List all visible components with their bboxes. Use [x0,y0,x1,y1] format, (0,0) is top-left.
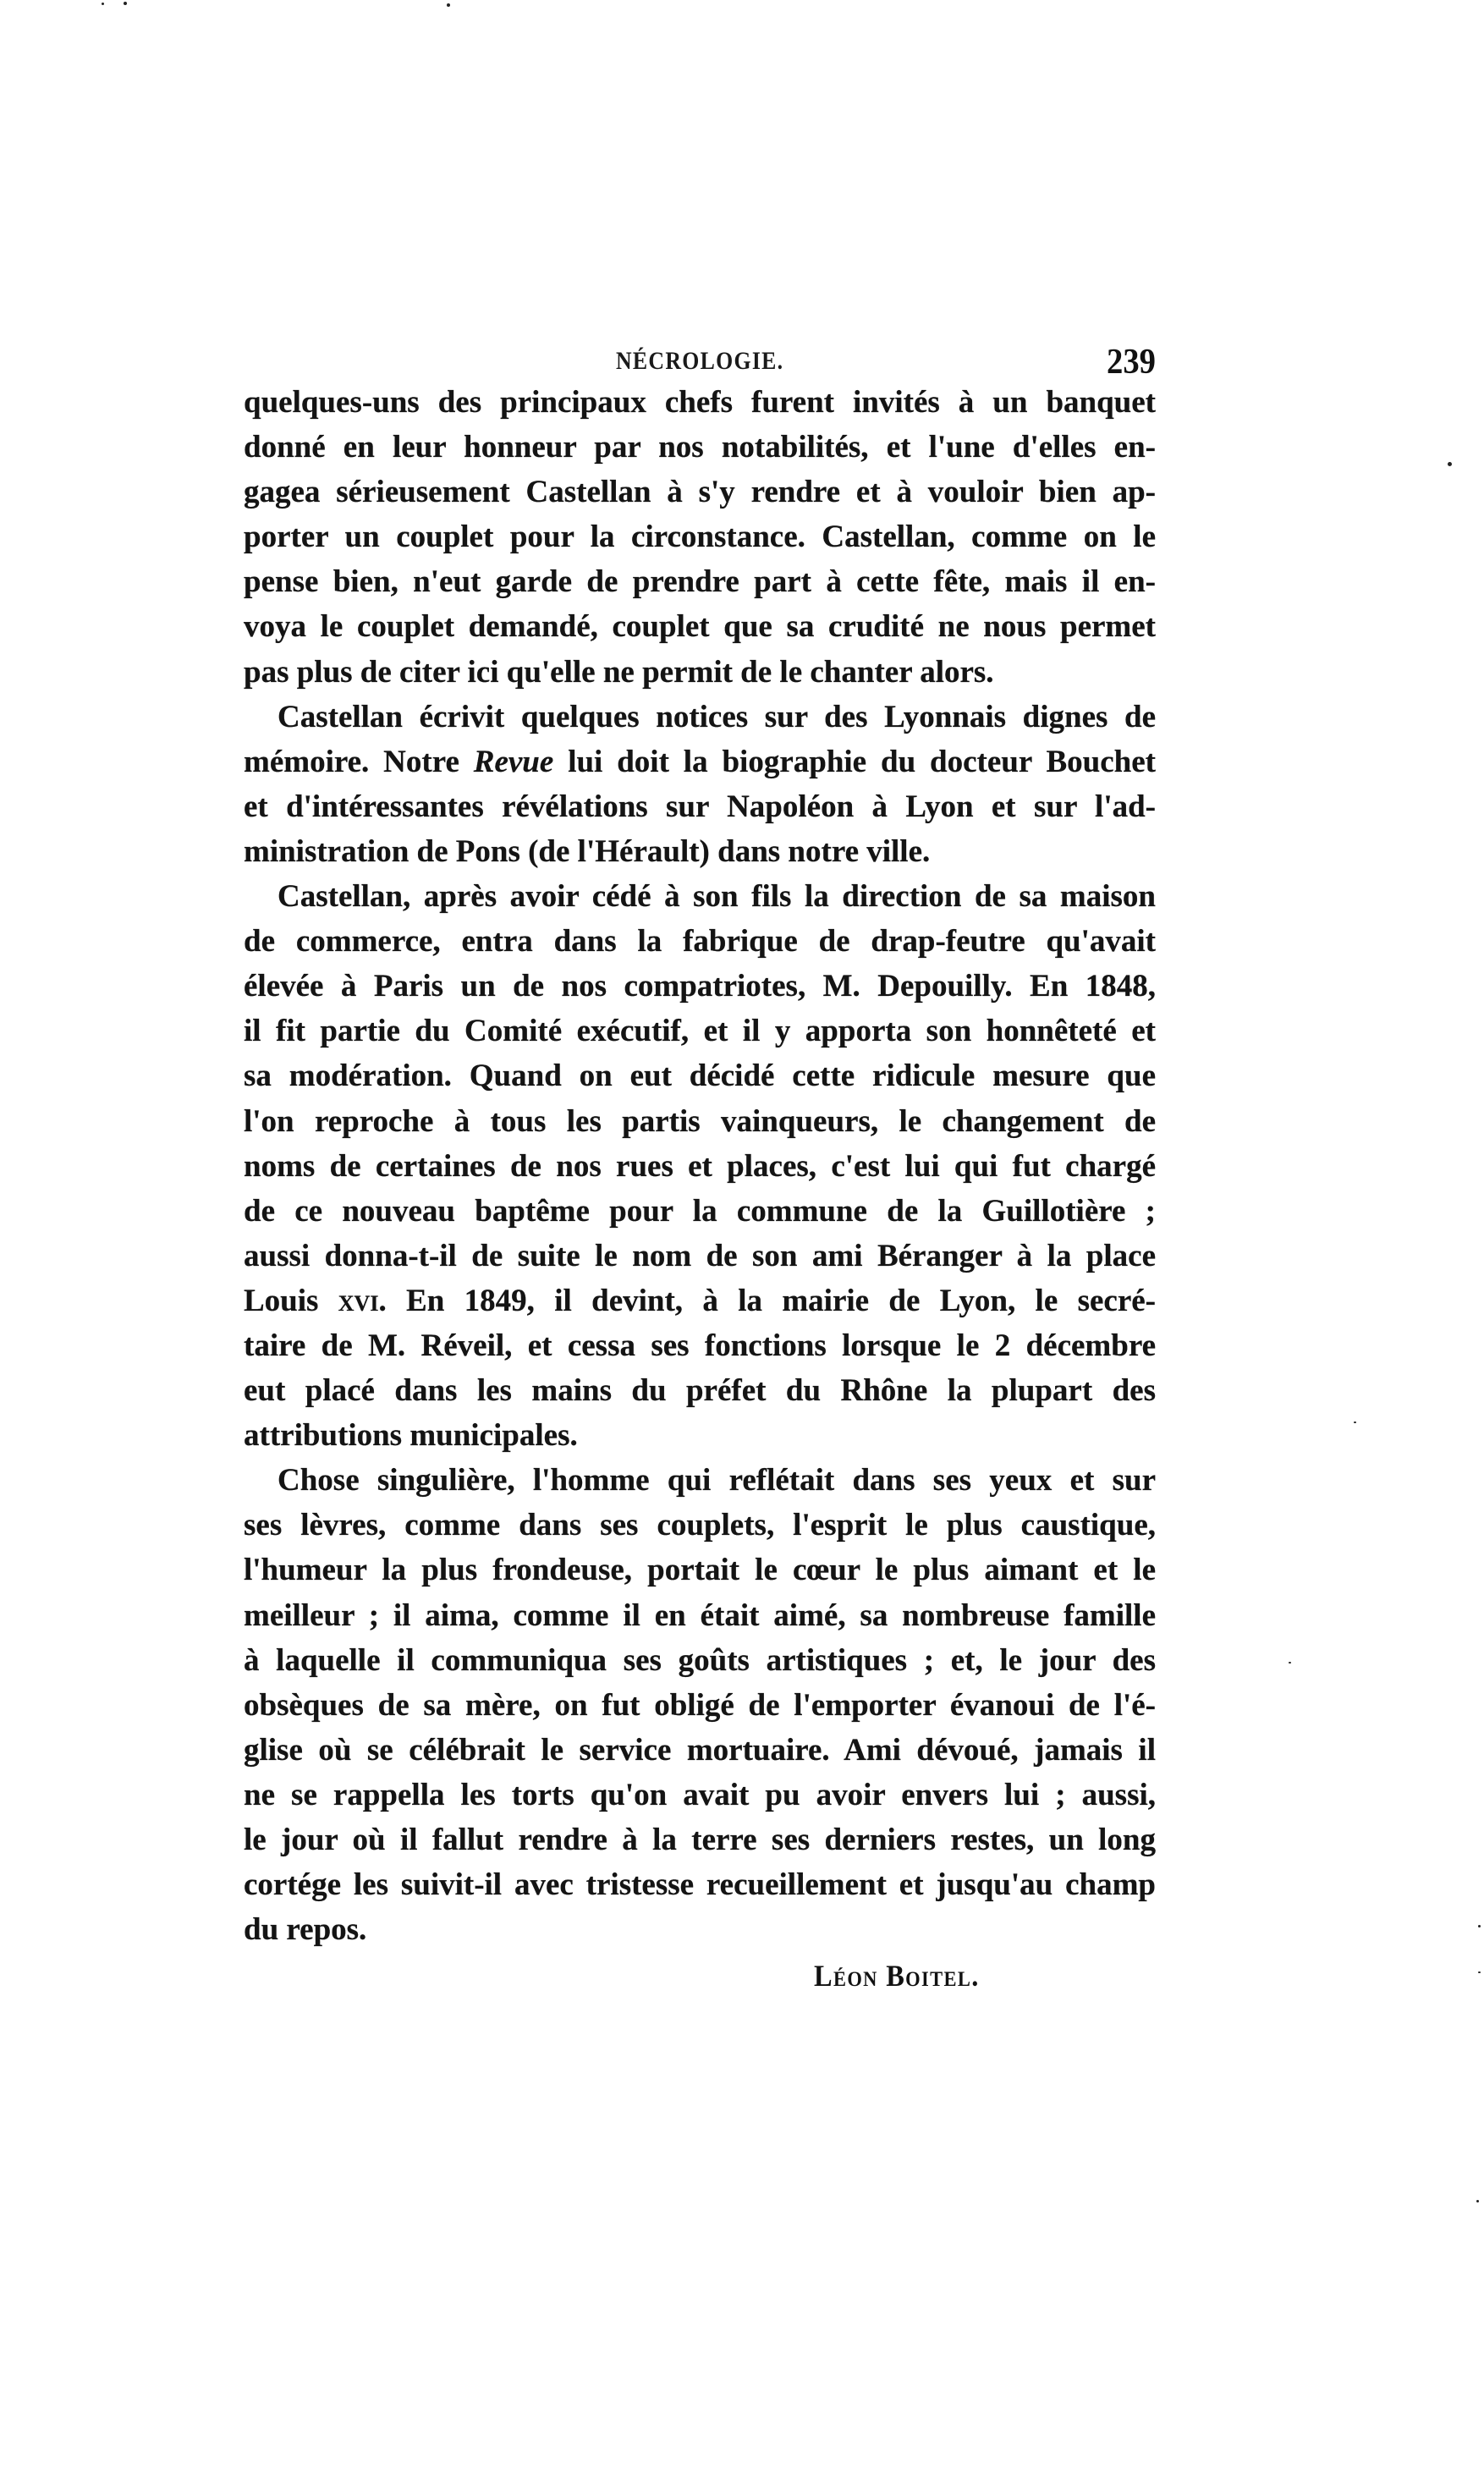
text-line: sa modération. Quand on eut décidé cette ridicule mesure que [244,1059,1156,1094]
text-line: élevée à Paris un de nos compatriotes, M. Depouilly. En 1848, [244,969,1156,1004]
text-line: voya le couplet demandé, couplet que sa crudité ne nous permet [244,609,1156,645]
text-line: l'humeur la plus frondeuse, portait le cœur le plus aimant et le [244,1553,1156,1588]
italic-title: Revue [473,744,554,779]
small-caps-numeral: xvi [338,1283,379,1318]
scan-speck [1478,1971,1481,1973]
text-line: ne se rappella les torts qu'on avait pu avoir envers lui ; aussi, [244,1777,1156,1812]
text-line: et d'intéressantes révélations sur Napoléon à Lyon et sur l'ad- [244,789,1156,824]
text-line: Chose singulière, l'homme qui reflétait dans ses yeux et sur [278,1463,1156,1498]
text-line: mémoire. Notre Revue lui doit la biographie du docteur Bouchet [244,744,1156,779]
text-line: noms de certaines de nos rues et places, c'est lui qui fut chargé [244,1148,1156,1184]
text-line: ministration de Pons (de l'Hérault) dans notre ville. [244,833,931,869]
scan-speck [1478,1925,1481,1927]
text-line: gagea sérieusement Castellan à s'y rendre et à vouloir bien ap- [244,475,1156,510]
text-line: à laquelle il communiqua ses goûts artistiques ; et, le jour des [244,1642,1156,1678]
scan-speck [1476,2200,1479,2202]
text-line: attributions municipales. [244,1418,578,1454]
text-line: ses lèvres, comme dans ses couplets, l'esprit le plus caustique, [244,1508,1156,1543]
scan-speck [1354,1421,1356,1423]
text-line: quelques-uns des principaux chefs furent invités à un banquet [244,385,1156,420]
scan-speck [1289,1662,1291,1663]
paragraph [244,874,1156,1458]
paragraph [244,380,1156,695]
text-line: le jour où il fallut rendre à la terre ses derniers restes, un long [244,1823,1156,1857]
text-line: meilleur ; il aima, comme il en était aimé, sa nombreuse famille [244,1597,1156,1633]
scan-speck [447,3,450,7]
running-title: NÉCROLOGIE. [616,347,784,375]
text-line: il fit partie du Comité exécutif, et il y apporta son honnêteté et [244,1014,1156,1049]
page-number: 239 [1107,343,1156,382]
text-line: l'on reproche à tous les partis vainqueurs, le changement de [244,1103,1156,1139]
author-signature: Léon Boitel. [814,1959,980,1993]
scan-speck [1448,462,1452,466]
text-line: Castellan écrivit quelques notices sur des Lyonnais dignes de [278,699,1156,734]
scan-speck [102,3,104,5]
text-line: taire de M. Réveil, et cessa ses fonctions lorsque le 2 décembre [244,1328,1156,1363]
text-line: obsèques de sa mère, on fut obligé de l'emporter évanoui de l'é- [244,1687,1156,1723]
text-line: Castellan, après avoir cédé à son fils la direction de sa maison [278,879,1156,915]
text-line: glise où se célébrait le service mortuaire. Ami dévoué, jamais il [244,1732,1156,1768]
running-head [244,342,1157,382]
text-line: de ce nouveau baptême pour la commune de la Guillotière ; [244,1193,1156,1229]
scan-speck [124,2,127,5]
text-line: porter un couplet pour la circonstance. Castellan, comme on le [244,520,1156,555]
text-line: Louis xvi. En 1849, il devint, à la mairie de Lyon, le secré- [244,1283,1157,1318]
text-line: aussi donna-t-il de suite le nom de son ami Béranger à la place [244,1238,1156,1273]
text-line: du repos. [244,1912,367,1948]
paragraph [244,695,1156,874]
text-line: eut placé dans les mains du préfet du Rhône la plupart des [244,1373,1156,1409]
text-line: cortége les suivit-il avec tristesse recueillement et jusqu'au champ [244,1867,1156,1903]
text-line: pense bien, n'eut garde de prendre part à cette fête, mais il en- [244,564,1156,600]
text-line: donné en leur honneur par nos notabilités, et l'une d'elles en- [244,430,1156,465]
text-line: pas plus de citer ici qu'elle ne permit de le chanter alors. [244,654,994,690]
paragraph [244,1458,1156,1952]
body-text [244,380,1156,1952]
text-line: de commerce, entra dans la fabrique de drap-feutre qu'avait [244,924,1156,960]
